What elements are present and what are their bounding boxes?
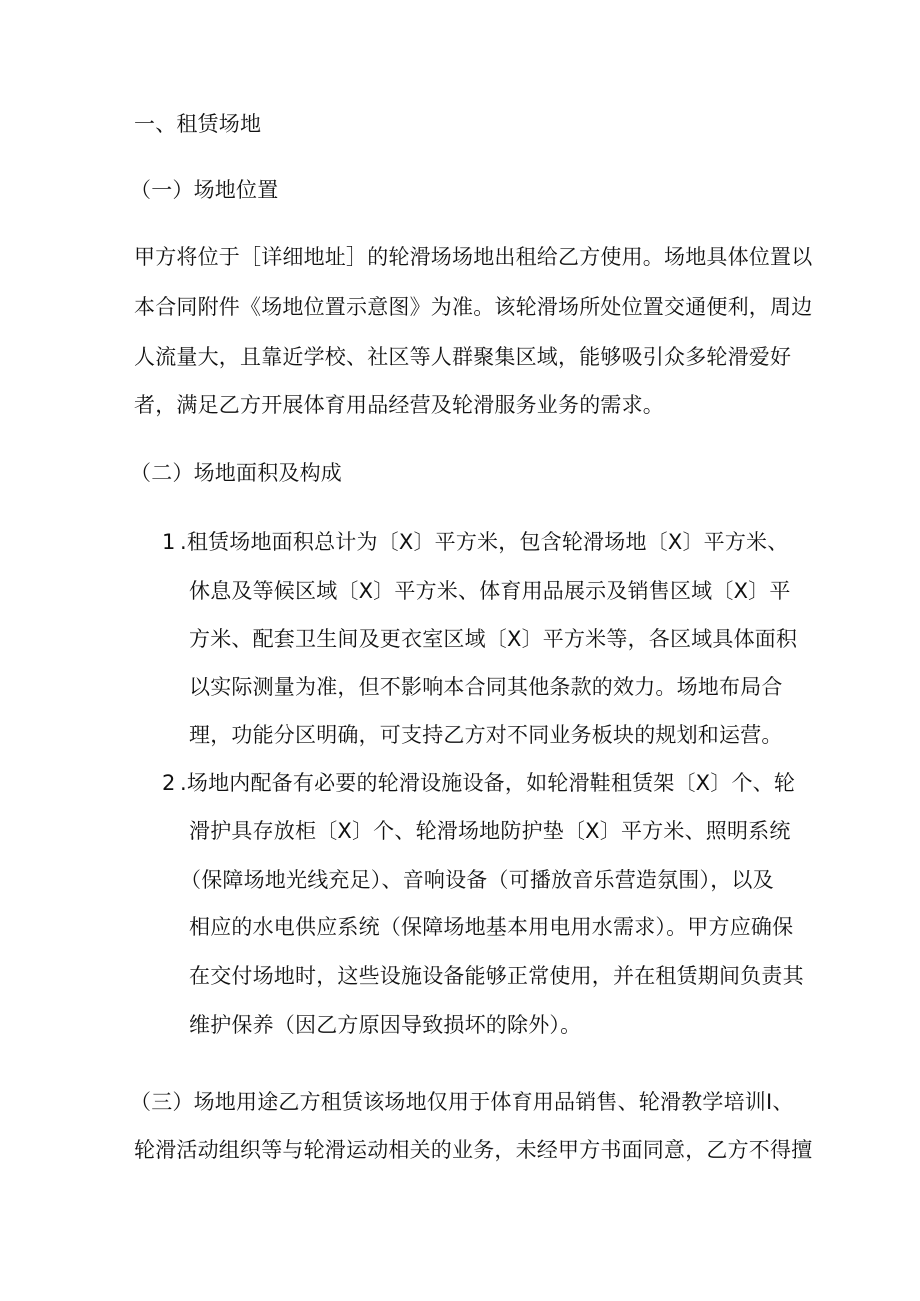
paragraph-line: 甲方将位于［详细地址］的轮滑场场地出租给乙方使用。场地具体位置以 bbox=[134, 245, 813, 269]
list-item-line: 方米、配套卫生间及更衣室区域〔X〕平方米等，各区域具体面积 bbox=[189, 627, 798, 651]
section-title-location: （一）场地位置 bbox=[130, 178, 279, 202]
paragraph-line: 本合同附件《场地位置示意图》为准。该轮滑场所处位置交通便利，周边 bbox=[134, 295, 813, 319]
heading-lease-site: 一、租赁场地 bbox=[134, 112, 262, 136]
list-item-line: 滑护具存放柜〔X〕个、轮滑场地防护垫〔X〕平方米、照明系统 bbox=[189, 819, 791, 843]
paragraph-line: 者，满足乙方开展体育用品经营及轮滑服务业务的需求。 bbox=[134, 393, 664, 417]
list-item-line: 理，功能分区明确，可支持乙方对不同业务板块的规划和运营。 bbox=[189, 723, 783, 747]
list-item-line: 休息及等候区域〔X〕平方米、体育用品展示及销售区域〔X〕平 bbox=[189, 579, 791, 603]
list-item-line: .场地内配备有必要的轮滑设施设备，如轮滑鞋租赁架〔X〕个、轮 bbox=[180, 771, 796, 795]
section-title-area: （二）场地面积及构成 bbox=[130, 461, 342, 485]
list-item-line: 相应的水电供应系统（保障场地基本用电用水需求）。甲方应确保 bbox=[189, 915, 794, 939]
list-item-line: （保障场地光线充足）、音响设备（可播放音乐营造氛围），以及 bbox=[180, 868, 774, 892]
paragraph-line: 人流量大，且靠近学校、社区等人群聚集区域，能够吸引众多轮滑爱好 bbox=[134, 345, 792, 369]
list-item-number: 1 bbox=[162, 530, 176, 554]
paragraph-line: 轮滑活动组织等与轮滑运动相关的业务，未经甲方书面同意，乙方不得擅 bbox=[134, 1138, 813, 1162]
list-item-line: 以实际测量为准，但不影响本合同其他条款的效力。场地布局合 bbox=[189, 675, 783, 699]
paragraph-line: （三）场地用途乙方租赁该场地仅用于体育用品销售、轮滑教学培训I、 bbox=[130, 1090, 794, 1114]
list-item-line: 在交付场地时，这些设施设备能够正常使用，并在租赁期间负责其 bbox=[189, 964, 804, 988]
list-item-line: .租赁场地面积总计为〔X〕平方米，包含轮滑场地〔X〕平方米、 bbox=[180, 530, 789, 554]
list-item-number: 2 bbox=[162, 771, 176, 795]
list-item-line: 维护保养（因乙方原因导致损坏的除外）。 bbox=[189, 1013, 582, 1037]
